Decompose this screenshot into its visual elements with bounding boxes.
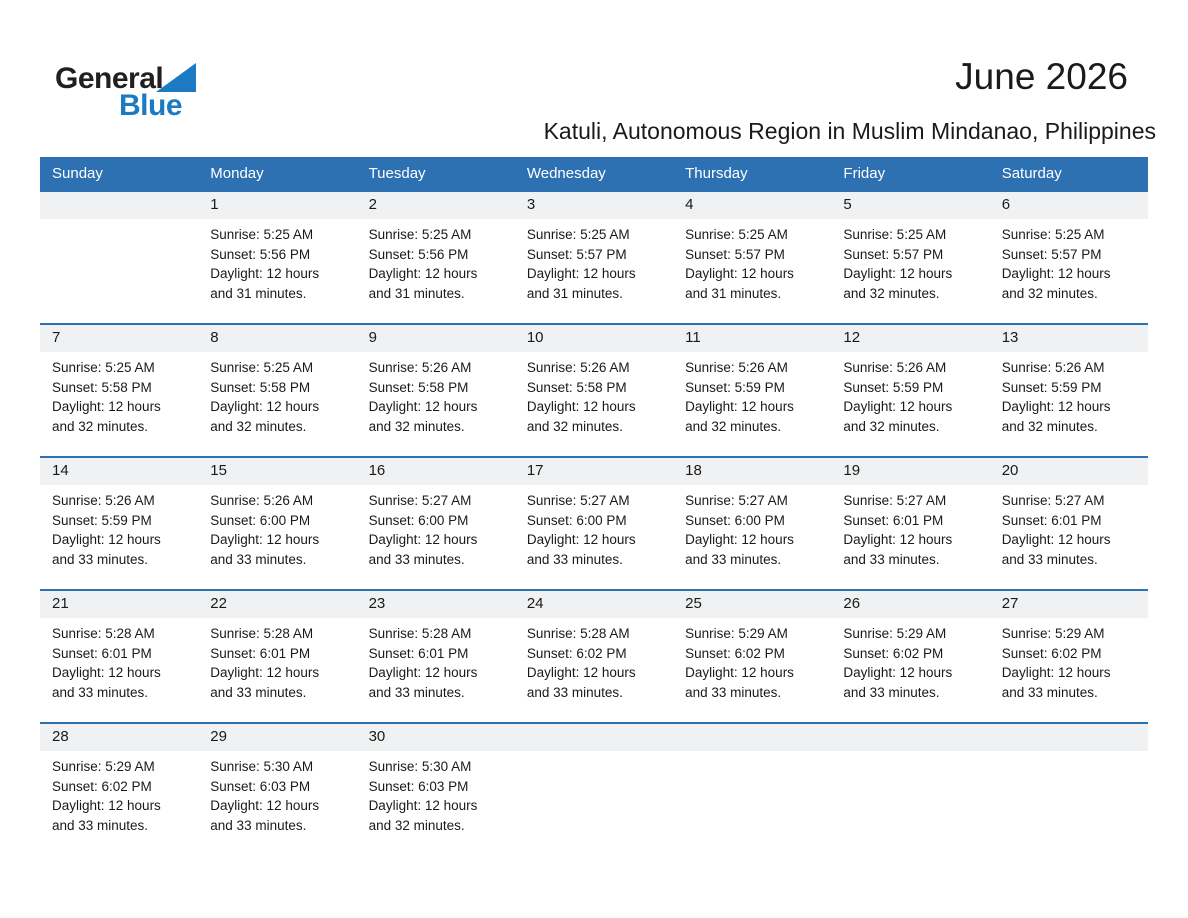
- day-cell-21: [40, 590, 198, 723]
- detail-line: Daylight: 12 hours: [843, 266, 953, 281]
- day-number-band: [990, 325, 1148, 352]
- day-number: 24: [526, 595, 544, 612]
- day-number-band: [515, 591, 673, 618]
- day-number-band: [990, 591, 1148, 618]
- detail-line: Daylight: 12 hours: [843, 532, 953, 547]
- detail-line: Sunset: 6:01 PM: [210, 645, 311, 661]
- day-details: [831, 485, 989, 569]
- weekday-header-saturday: Saturday: [990, 157, 1148, 191]
- detail-line: and 33 minutes.: [368, 684, 465, 700]
- page-subtitle: Katuli, Autonomous Region in Muslim Mindanao, Philippines: [543, 118, 1156, 144]
- day-details: [831, 219, 989, 303]
- day-number-band: [515, 325, 673, 352]
- week-row: [40, 324, 1148, 457]
- day-cell-empty: [515, 723, 673, 856]
- detail-line: and 32 minutes.: [526, 418, 623, 434]
- day-details: [198, 485, 356, 569]
- day-number-band: [40, 192, 198, 219]
- detail-line: Sunrise: 5:26 AM: [52, 493, 155, 508]
- detail-line: Sunset: 6:02 PM: [52, 778, 152, 794]
- detail-line: and 33 minutes.: [210, 684, 307, 700]
- day-cell-19: [831, 457, 989, 590]
- detail-line: and 32 minutes.: [1001, 285, 1098, 301]
- day-number: 29: [210, 728, 227, 745]
- weekday-header-monday: Monday: [198, 157, 356, 191]
- detail-line: Sunset: 6:00 PM: [526, 512, 627, 528]
- detail-line: and 31 minutes.: [526, 285, 623, 301]
- detail-line: and 32 minutes.: [843, 418, 940, 434]
- day-details: [40, 485, 198, 569]
- day-number: 10: [526, 329, 544, 346]
- day-number: 26: [843, 595, 861, 612]
- detail-line: Daylight: 12 hours: [526, 266, 636, 281]
- day-cell-28: [40, 723, 198, 856]
- detail-line: Sunset: 5:59 PM: [685, 379, 785, 395]
- detail-line: and 33 minutes.: [210, 817, 307, 833]
- day-details: [515, 352, 673, 436]
- detail-line: Daylight: 12 hours: [843, 399, 953, 414]
- day-number-band: [357, 591, 515, 618]
- detail-line: Sunrise: 5:30 AM: [210, 759, 314, 774]
- day-details: [357, 618, 515, 702]
- detail-line: Sunrise: 5:29 AM: [1001, 626, 1105, 641]
- detail-line: Daylight: 12 hours: [52, 798, 161, 813]
- day-number: 11: [685, 329, 701, 346]
- detail-line: Sunset: 6:03 PM: [368, 778, 469, 794]
- day-number-band: [831, 591, 989, 618]
- detail-line: Daylight: 12 hours: [210, 798, 320, 813]
- detail-line: Sunset: 6:02 PM: [526, 645, 627, 661]
- detail-line: Sunset: 6:02 PM: [685, 645, 785, 661]
- day-details: [831, 618, 989, 702]
- detail-line: Daylight: 12 hours: [526, 399, 636, 414]
- day-details: [673, 618, 831, 702]
- day-cell-13: [990, 324, 1148, 457]
- detail-line: Sunset: 6:00 PM: [368, 512, 469, 528]
- detail-line: and 32 minutes.: [368, 418, 465, 434]
- detail-line: Sunset: 5:57 PM: [685, 246, 785, 262]
- day-cell-23: [357, 590, 515, 723]
- day-details: [40, 352, 198, 436]
- day-number-band: [673, 325, 831, 352]
- detail-line: Daylight: 12 hours: [1001, 665, 1111, 680]
- detail-line: Sunrise: 5:27 AM: [685, 493, 788, 508]
- detail-line: Daylight: 12 hours: [1001, 266, 1111, 281]
- detail-line: and 33 minutes.: [1001, 551, 1098, 567]
- day-cell-8: [198, 324, 356, 457]
- day-number-band: [831, 458, 989, 485]
- detail-line: Sunset: 5:57 PM: [1001, 246, 1102, 262]
- detail-line: Daylight: 12 hours: [685, 532, 794, 547]
- day-number-band: [515, 458, 673, 485]
- day-number: 21: [52, 595, 69, 612]
- day-cell-11: [673, 324, 831, 457]
- day-cell-25: [673, 590, 831, 723]
- detail-line: Sunset: 5:58 PM: [52, 379, 152, 395]
- day-number: 4: [685, 196, 694, 213]
- day-cell-6: [990, 191, 1148, 324]
- detail-line: Sunrise: 5:25 AM: [526, 227, 630, 242]
- detail-line: Sunset: 5:58 PM: [526, 379, 627, 395]
- day-details: [198, 751, 356, 835]
- logo-text-blue: Blue: [119, 89, 183, 122]
- detail-line: Sunrise: 5:27 AM: [368, 493, 472, 508]
- detail-line: Daylight: 12 hours: [210, 665, 320, 680]
- day-cell-9: [357, 324, 515, 457]
- detail-line: Sunset: 5:56 PM: [210, 246, 311, 262]
- day-details: [990, 485, 1148, 569]
- day-number: 8: [210, 329, 219, 346]
- day-cell-1: [198, 191, 356, 324]
- day-number-band: [673, 458, 831, 485]
- detail-line: Sunrise: 5:26 AM: [843, 360, 947, 375]
- day-cell-5: [831, 191, 989, 324]
- detail-line: Daylight: 12 hours: [210, 532, 320, 547]
- detail-line: Daylight: 12 hours: [526, 665, 636, 680]
- calendar-table: [40, 157, 1148, 856]
- page-title: June 2026: [955, 56, 1128, 97]
- day-number-band: [198, 192, 356, 219]
- day-number: 22: [210, 595, 227, 612]
- detail-line: and 32 minutes.: [368, 817, 465, 833]
- detail-line: Sunset: 5:56 PM: [368, 246, 469, 262]
- day-number: 12: [843, 329, 861, 346]
- detail-line: Sunset: 6:00 PM: [685, 512, 785, 528]
- weekday-header-tuesday: Tuesday: [357, 157, 515, 191]
- detail-line: Sunrise: 5:26 AM: [210, 493, 314, 508]
- day-cell-empty: [990, 723, 1148, 856]
- detail-line: Sunrise: 5:26 AM: [1001, 360, 1105, 375]
- day-number-band: [40, 458, 198, 485]
- day-cell-14: [40, 457, 198, 590]
- detail-line: Sunset: 5:58 PM: [210, 379, 311, 395]
- detail-line: Daylight: 12 hours: [685, 266, 794, 281]
- detail-line: and 33 minutes.: [526, 684, 623, 700]
- detail-line: and 33 minutes.: [210, 551, 307, 567]
- detail-line: Sunrise: 5:27 AM: [1001, 493, 1105, 508]
- day-number-band: [40, 591, 198, 618]
- day-details: [357, 485, 515, 569]
- detail-line: Sunset: 5:57 PM: [843, 246, 944, 262]
- day-number-band: [357, 724, 515, 751]
- weekday-header-friday: Friday: [831, 157, 989, 191]
- detail-line: Daylight: 12 hours: [210, 266, 320, 281]
- day-number-band: [40, 724, 198, 751]
- general-blue-logo: [55, 62, 275, 124]
- detail-line: Sunset: 5:58 PM: [368, 379, 469, 395]
- weekday-header-row: [40, 157, 1148, 191]
- detail-line: Daylight: 12 hours: [52, 532, 161, 547]
- day-cell-26: [831, 590, 989, 723]
- day-number-band: [198, 591, 356, 618]
- day-details: [990, 352, 1148, 436]
- detail-line: Sunrise: 5:29 AM: [843, 626, 947, 641]
- detail-line: Sunset: 5:59 PM: [1001, 379, 1102, 395]
- day-details: [515, 219, 673, 303]
- day-number-band: [40, 325, 198, 352]
- day-cell-18: [673, 457, 831, 590]
- day-number-band: [198, 458, 356, 485]
- day-number-band: [990, 192, 1148, 219]
- detail-line: Sunrise: 5:25 AM: [685, 227, 788, 242]
- day-number: 9: [368, 329, 377, 346]
- detail-line: and 33 minutes.: [526, 551, 623, 567]
- day-number-band: [515, 724, 673, 751]
- detail-line: and 31 minutes.: [210, 285, 307, 301]
- day-details: [515, 485, 673, 569]
- detail-line: and 32 minutes.: [1001, 418, 1098, 434]
- day-cell-7: [40, 324, 198, 457]
- day-number-band: [357, 458, 515, 485]
- day-number: 28: [52, 728, 69, 745]
- weekday-header-thursday: Thursday: [673, 157, 831, 191]
- day-cell-empty: [40, 191, 198, 324]
- detail-line: Daylight: 12 hours: [1001, 399, 1111, 414]
- day-number: 1: [210, 196, 219, 213]
- detail-line: and 33 minutes.: [52, 551, 149, 567]
- detail-line: and 33 minutes.: [368, 551, 465, 567]
- day-number: 23: [368, 595, 386, 612]
- day-details: [990, 618, 1148, 702]
- day-number: 20: [1001, 462, 1019, 479]
- detail-line: Sunrise: 5:25 AM: [210, 227, 314, 242]
- day-details: [673, 352, 831, 436]
- detail-line: Sunset: 6:01 PM: [1001, 512, 1102, 528]
- detail-line: Daylight: 12 hours: [843, 665, 953, 680]
- day-number: 15: [210, 462, 227, 479]
- day-details: [198, 352, 356, 436]
- detail-line: Sunrise: 5:26 AM: [526, 360, 630, 375]
- detail-line: Sunrise: 5:29 AM: [685, 626, 788, 641]
- logo-text-general: General: [55, 62, 164, 95]
- detail-line: Sunset: 6:01 PM: [843, 512, 944, 528]
- day-number-band: [515, 192, 673, 219]
- detail-line: Sunset: 6:02 PM: [1001, 645, 1102, 661]
- detail-line: Daylight: 12 hours: [368, 798, 478, 813]
- week-row: [40, 723, 1148, 856]
- detail-line: Daylight: 12 hours: [685, 399, 794, 414]
- day-cell-12: [831, 324, 989, 457]
- detail-line: Sunrise: 5:27 AM: [843, 493, 947, 508]
- day-details: [990, 219, 1148, 303]
- detail-line: Sunrise: 5:29 AM: [52, 759, 155, 774]
- detail-line: Daylight: 12 hours: [52, 399, 161, 414]
- day-number: 3: [526, 196, 536, 213]
- day-number: 30: [368, 728, 386, 745]
- day-details: [357, 352, 515, 436]
- detail-line: Sunrise: 5:28 AM: [210, 626, 314, 641]
- day-number-band: [198, 724, 356, 751]
- detail-line: Daylight: 12 hours: [368, 532, 478, 547]
- day-number-band: [831, 724, 989, 751]
- day-number-band: [990, 724, 1148, 751]
- day-details: [198, 618, 356, 702]
- detail-line: Sunrise: 5:28 AM: [526, 626, 630, 641]
- day-number: 5: [843, 196, 852, 213]
- day-details: [831, 352, 989, 436]
- detail-line: and 33 minutes.: [685, 551, 782, 567]
- day-number: 17: [526, 462, 544, 479]
- day-number-band: [831, 192, 989, 219]
- day-cell-24: [515, 590, 673, 723]
- detail-line: and 33 minutes.: [843, 551, 940, 567]
- detail-line: Sunrise: 5:25 AM: [52, 360, 155, 375]
- detail-line: Sunset: 6:00 PM: [210, 512, 311, 528]
- day-number: 18: [685, 462, 702, 479]
- calendar-header: [40, 157, 1148, 191]
- detail-line: and 33 minutes.: [52, 817, 149, 833]
- weekday-header-sunday: Sunday: [40, 157, 198, 191]
- detail-line: and 32 minutes.: [843, 285, 940, 301]
- day-number-band: [673, 724, 831, 751]
- calendar-body: [40, 191, 1148, 856]
- day-number-band: [198, 325, 356, 352]
- detail-line: Daylight: 12 hours: [526, 532, 636, 547]
- day-number: 13: [1001, 329, 1019, 346]
- day-number: 27: [1001, 595, 1019, 612]
- day-number: 16: [368, 462, 386, 479]
- detail-line: Sunset: 6:01 PM: [52, 645, 152, 661]
- day-cell-30: [357, 723, 515, 856]
- day-number: 19: [843, 462, 861, 479]
- day-number: 6: [1001, 196, 1011, 213]
- day-cell-2: [357, 191, 515, 324]
- detail-line: Daylight: 12 hours: [685, 665, 794, 680]
- day-number-band: [357, 325, 515, 352]
- detail-line: and 33 minutes.: [52, 684, 149, 700]
- detail-line: Sunrise: 5:26 AM: [368, 360, 472, 375]
- detail-line: Sunrise: 5:28 AM: [52, 626, 155, 641]
- detail-line: and 32 minutes.: [685, 418, 782, 434]
- detail-line: Daylight: 12 hours: [368, 266, 478, 281]
- detail-line: Sunset: 6:03 PM: [210, 778, 311, 794]
- day-number-band: [831, 325, 989, 352]
- day-cell-3: [515, 191, 673, 324]
- day-cell-empty: [831, 723, 989, 856]
- detail-line: Daylight: 12 hours: [368, 665, 478, 680]
- day-cell-17: [515, 457, 673, 590]
- detail-line: and 33 minutes.: [685, 684, 782, 700]
- detail-line: Sunrise: 5:27 AM: [526, 493, 630, 508]
- day-cell-empty: [673, 723, 831, 856]
- day-number-band: [673, 192, 831, 219]
- day-cell-16: [357, 457, 515, 590]
- day-cell-29: [198, 723, 356, 856]
- week-row: [40, 457, 1148, 590]
- day-details: [673, 485, 831, 569]
- day-cell-22: [198, 590, 356, 723]
- day-cell-10: [515, 324, 673, 457]
- detail-line: Sunset: 6:01 PM: [368, 645, 469, 661]
- detail-line: Sunset: 6:02 PM: [843, 645, 944, 661]
- day-number-band: [357, 192, 515, 219]
- detail-line: Sunrise: 5:28 AM: [368, 626, 472, 641]
- day-details: [357, 751, 515, 835]
- day-cell-15: [198, 457, 356, 590]
- week-row: [40, 191, 1148, 324]
- day-cell-20: [990, 457, 1148, 590]
- detail-line: Daylight: 12 hours: [210, 399, 320, 414]
- day-number: 7: [52, 329, 61, 346]
- detail-line: and 32 minutes.: [210, 418, 307, 434]
- day-details: [198, 219, 356, 303]
- day-details: [673, 219, 831, 303]
- day-cell-4: [673, 191, 831, 324]
- day-details: [515, 618, 673, 702]
- weekday-header-wednesday: Wednesday: [515, 157, 673, 191]
- day-number: 14: [52, 462, 69, 479]
- day-details: [357, 219, 515, 303]
- detail-line: Sunset: 5:59 PM: [843, 379, 944, 395]
- day-details: [40, 751, 198, 835]
- day-number: 25: [685, 595, 702, 612]
- week-row: [40, 590, 1148, 723]
- detail-line: Sunrise: 5:25 AM: [1001, 227, 1105, 242]
- detail-line: Sunrise: 5:25 AM: [210, 360, 314, 375]
- day-number: 2: [368, 196, 377, 213]
- day-number-band: [990, 458, 1148, 485]
- detail-line: and 32 minutes.: [52, 418, 149, 434]
- detail-line: Sunrise: 5:26 AM: [685, 360, 788, 375]
- day-cell-27: [990, 590, 1148, 723]
- detail-line: Daylight: 12 hours: [52, 665, 161, 680]
- detail-line: Sunrise: 5:30 AM: [368, 759, 472, 774]
- day-details: [40, 618, 198, 702]
- day-number-band: [673, 591, 831, 618]
- detail-line: Sunset: 5:59 PM: [52, 512, 152, 528]
- detail-line: and 31 minutes.: [368, 285, 465, 301]
- detail-line: Daylight: 12 hours: [1001, 532, 1111, 547]
- detail-line: Sunset: 5:57 PM: [526, 246, 627, 262]
- detail-line: Daylight: 12 hours: [368, 399, 478, 414]
- detail-line: Sunrise: 5:25 AM: [368, 227, 472, 242]
- detail-line: and 33 minutes.: [843, 684, 940, 700]
- detail-line: and 31 minutes.: [685, 285, 782, 301]
- detail-line: Sunrise: 5:25 AM: [843, 227, 947, 242]
- detail-line: and 33 minutes.: [1001, 684, 1098, 700]
